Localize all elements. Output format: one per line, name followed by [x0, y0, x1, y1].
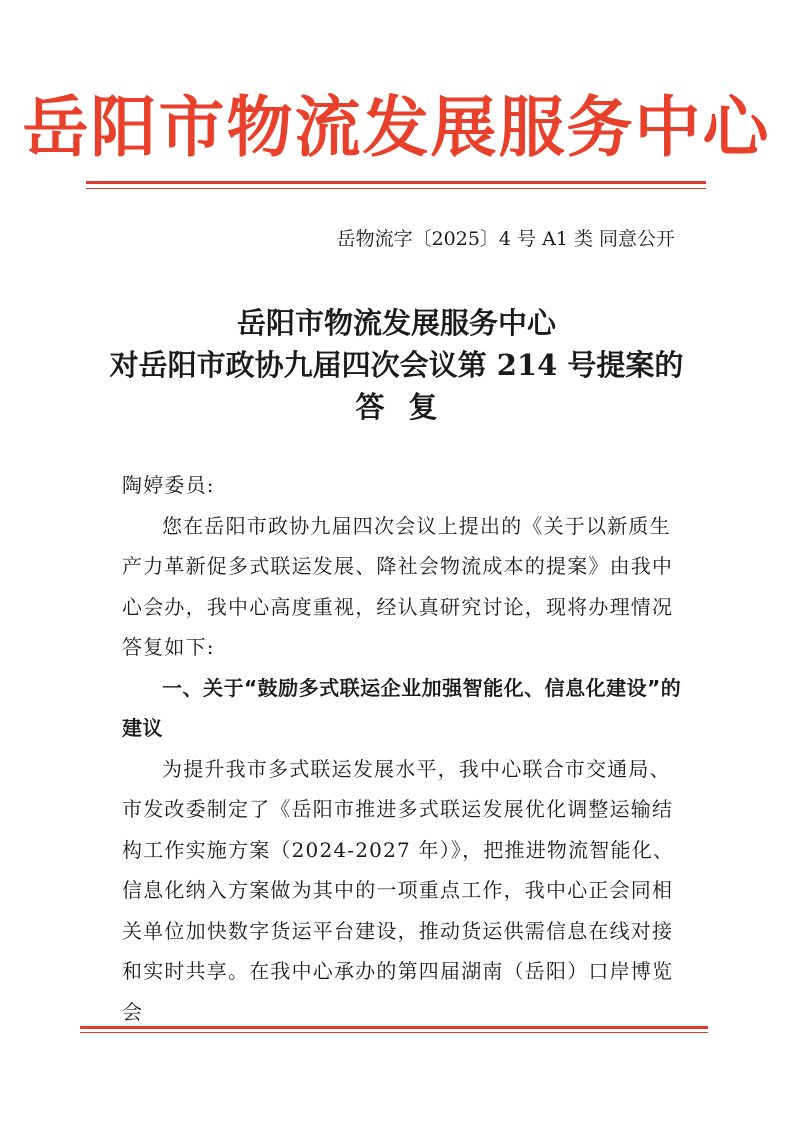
header-rule-thick	[86, 181, 706, 184]
footer-rule-thick	[80, 1026, 708, 1029]
paragraph-intro: 您在岳阳市政协九届四次会议上提出的《关于以新质生产力革新促多式联运发展、降社会物流成本的提案》由我中心会办，我中心高度重视，经认真研究讨论，现将办理情况答复如下:	[122, 513, 674, 659]
title-line-1: 岳阳市物流发展服务中心	[236, 306, 556, 340]
header-rule-thin	[86, 188, 706, 189]
org-header-title: 岳阳市物流发展服务中心	[22, 88, 771, 166]
paragraph-section-1: 为提升我市多式联运发展水平，我中心联合市交通局、市发改委制定了《岳阳市推进多式联运发展优化调整运输结构工作实施方案（2024-2027 年）》，把推进物流智能化、信息化纳入方案做为其中的一项重点工作，我中心正会同相关单位加快数字货运平台建设，推动货运供需信息在线对接和实时共享。在我中心承办的第四届湖南（岳阳）口岸博览会	[122, 756, 675, 1024]
section-heading-1: 一、关于“鼓励多式联运企业加强智能化、信息化建设”的建议	[122, 675, 682, 740]
salutation: 陶婷委员:	[122, 473, 215, 497]
title-line-2: 对岳阳市政协九届四次会议第 214 号提案的	[109, 348, 684, 382]
document-body	[122, 465, 682, 1032]
footer-rule-thin	[80, 1032, 708, 1033]
document-title	[0, 302, 793, 428]
document-number: 岳物流字〔2025〕4 号 A1 类 同意公开	[336, 228, 675, 250]
title-line-3: 答复	[355, 390, 462, 424]
